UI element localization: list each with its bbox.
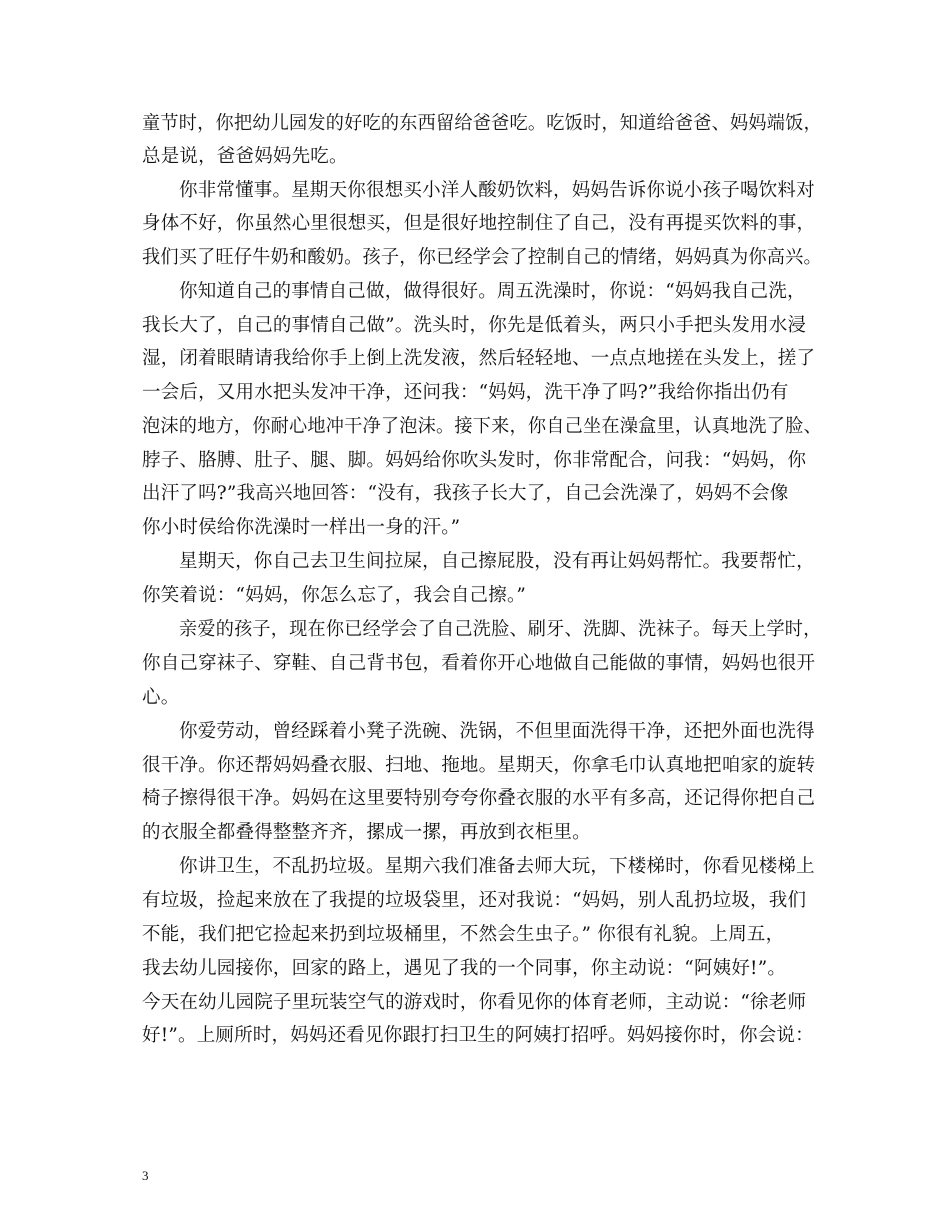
text-line: 身体不好，你虽然心里很想买，但是很好地控制住了自己，没有再提买饮料的事， xyxy=(142,213,816,234)
text-line: 椅子擦得很干净。妈妈在这里要特别夸夸你叠衣服的水平有多高，还记得你把自己 xyxy=(142,788,816,809)
text-line: 今天在幼儿园院子里玩装空气的游戏时，你看见你的体育老师，主动说：“徐老师 xyxy=(142,992,807,1013)
text-line: 的衣服全都叠得整整齐齐，摞成一摞，再放到衣柜里。 xyxy=(142,822,591,843)
page-number: 3 xyxy=(142,1168,149,1183)
text-line: 心。 xyxy=(142,687,180,708)
text-line: 出汗了吗?”我高兴地回答：“没有，我孩子长大了，自己会洗澡了，妈妈不会像 xyxy=(142,483,789,504)
text-line: 好!”。上厕所时，妈妈还看见你跟打扫卫生的阿姨打招呼。妈妈接你时，你会说： xyxy=(142,1025,814,1046)
text-line: 脖子、胳膊、肚子、腿、脚。妈妈给你吹头发时，你非常配合，问我：“妈妈，你 xyxy=(142,450,807,471)
paragraph-first-line: 亲爱的孩子，现在你已经学会了自己洗脸、刷牙、洗脚、洗袜子。每天上学时， xyxy=(179,619,822,640)
text-line: 不能，我们把它捡起来扔到垃圾桶里，不然会生虫子。” 你很有礼貌。上周五， xyxy=(142,924,785,945)
text-line: 泡沫的地方，你耐心地冲干净了泡沫。接下来，你自己坐在澡盒里，认真地洗了脸、 xyxy=(142,416,822,437)
paragraph-first-line: 你讲卫生，不乱扔垃圾。星期六我们准备去师大玩，下楼梯时，你看见楼梯上 xyxy=(179,856,815,877)
text-line: 总是说，爸爸妈妈先吃。 xyxy=(142,146,348,167)
text-line: 我去幼儿园接你，回家的路上，遇见了我的一个同事，你主动说：“阿姨好!”。 xyxy=(142,958,787,979)
text-line: 湿，闭着眼睛请我给你手上倒上洗发液，然后轻轻地、一点点地搓在头发上，搓了 xyxy=(142,348,816,369)
paragraph-first-line: 星期天，你自己去卫生间拉屎，自己擦屁股，没有再让妈妈帮忙。我要帮忙， xyxy=(179,551,815,572)
paragraph-first-line: 你知道自己的事情自己做，做得很好。周五洗澡时，你说：“妈妈我自己洗， xyxy=(179,281,806,302)
paragraph-first-line: 你爱劳动，曾经踩着小凳子洗碗、洗锅，不但里面洗得干净，还把外面也洗得 xyxy=(179,721,815,742)
text-line: 童节时，你把幼儿园发的好吃的东西留给爸爸吃。吃饭时，知道给爸爸、妈妈端饭， xyxy=(142,113,822,134)
text-line: 很干净。你还帮妈妈叠衣服、扫地、拖地。星期天，你拿毛巾认真地把咱家的旋转 xyxy=(142,755,816,776)
text-line: 一会后，又用水把头发冲干净，还问我：“妈妈，洗干净了吗?”我给你指出仍有 xyxy=(142,382,789,403)
paragraph-first-line: 你非常懂事。星期天你很想买小洋人酸奶饮料，妈妈告诉你说小孩子喝饮料对 xyxy=(179,180,815,201)
text-line: 你自己穿袜子、穿鞋、自己背书包，看着你开心地做自己能做的事情，妈妈也很开 xyxy=(142,653,816,674)
text-line: 你小时侯给你洗澡时一样出一身的汗。” xyxy=(142,517,461,538)
text-line: 你笑着说：“妈妈，你怎么忘了，我会自己擦。” xyxy=(142,585,527,606)
text-line: 我们买了旺仔牛奶和酸奶。孩子，你已经学会了控制自己的情绪，妈妈真为你高兴。 xyxy=(142,247,822,268)
text-line: 我长大了，自己的事情自己做”。洗头时，你先是低着头，两只小手把头发用水浸 xyxy=(142,315,807,336)
text-line: 有垃圾，捡起来放在了我提的垃圾袋里，还对我说：“妈妈，别人乱扔垃圾，我们 xyxy=(142,890,807,911)
